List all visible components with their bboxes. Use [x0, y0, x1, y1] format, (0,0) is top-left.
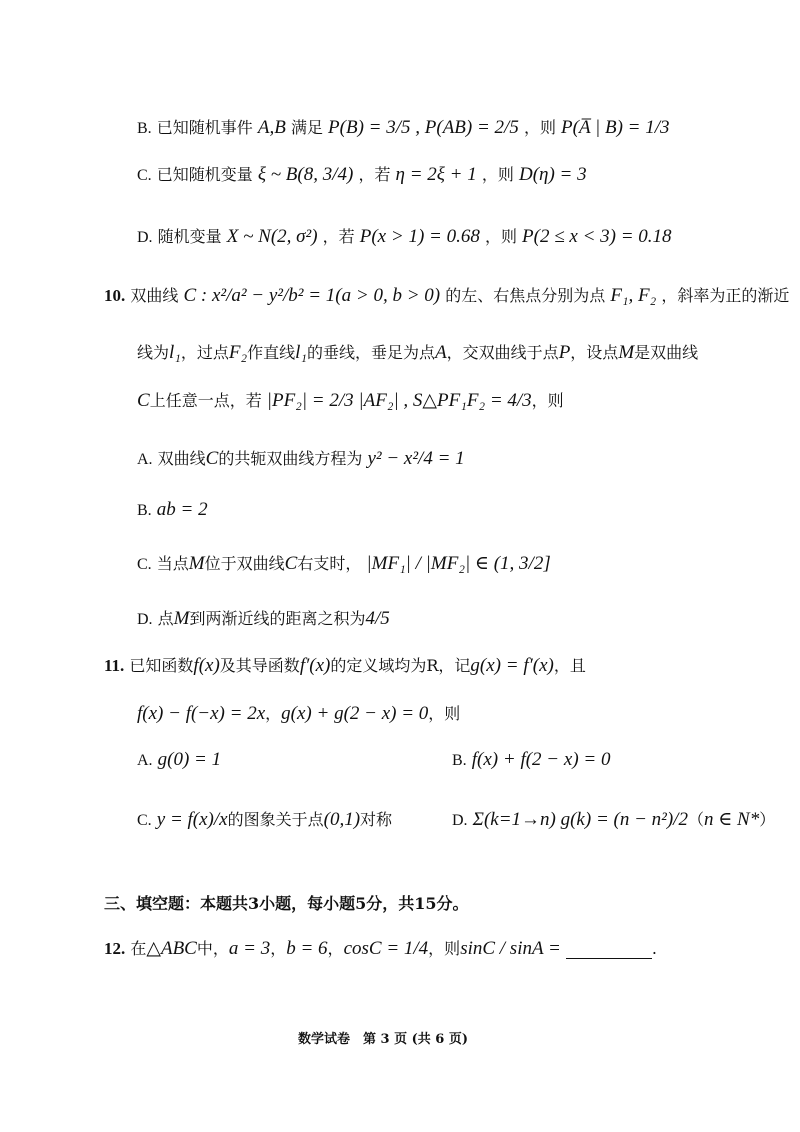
q11-line-2: f(x) − f(−x) = 2x，g(x) + g(2 − x) = 0，则 — [137, 703, 461, 724]
question-number: 11. — [104, 656, 125, 675]
q10-option-b: B. ab = 2 — [137, 499, 208, 520]
q10-option-a: A. 双曲线C的共轭双曲线方程为 y² − x²/4 = 1 — [137, 448, 465, 469]
q12-line: 12. 在△ABC中，a = 3，b = 6，cosC = 1/4，则sinC / sinA = . — [104, 938, 658, 959]
q11-line-1: 11. 已知函数f(x)及其导函数f′(x)的定义域均为R，记g(x) = f′(x)，且 — [104, 655, 586, 676]
q9-option-c: C. 已知随机变量 ξ ~ B(8, 3/4) ，若 η = 2ξ + 1 ，则 D(η) = 3 — [137, 164, 587, 185]
question-number: 10. — [104, 286, 126, 305]
page-footer: 数学试卷 第 3 页 (共 6 页) — [298, 1032, 469, 1047]
q9-option-b: B. 已知随机事件 A,B 满足 P(B) = 3/5 , P(AB) = 2/5 ，则 P(A̅ | B) = 1/3 — [137, 117, 670, 138]
section-title: 三、填空题：本题共3小题，每小题5分，共15分。 — [104, 894, 469, 913]
question-number: 12. — [104, 939, 126, 958]
q9-option-d: D. 随机变量 X ~ N(2, σ²) ，若 P(x > 1) = 0.68 ，则 P(2 ≤ x < 3) = 0.18 — [137, 226, 672, 247]
q10-option-c: C. 当点M位于双曲线C右支时， |MF₁| / |MF₂| ∈ (1, 3/2] — [137, 553, 551, 574]
q11-option-a: A. g(0) = 1 — [137, 749, 222, 770]
q10-line-2: 线为l₁，过点F₂作直线l₁的垂线，垂足为点A，交双曲线于点P，设点M是双曲线 — [137, 342, 699, 363]
q10-line-3: C上任意一点，若 |PF₂| = 2/3 |AF₂| , S△PF₁F₂ = 4/3，则 — [137, 390, 564, 411]
q10-option-d: D. 点M到两渐近线的距离之积为4/5 — [137, 608, 390, 629]
q11-option-c: C. y = f(x)/x的图象关于点(0,1)对称 — [137, 809, 393, 830]
answer-blank[interactable] — [566, 940, 652, 959]
q11-option-d: D. Σ(k=1→n) g(k) = (n − n²)/2（n ∈ N*） — [452, 809, 776, 830]
q10-line-1: 10. 双曲线 C : x²/a² − y²/b² = 1(a > 0, b > 0) 的左、右焦点分别为点 F₁, F₂ ，斜率为正的渐近 — [104, 285, 790, 306]
q11-option-b: B. f(x) + f(2 − x) = 0 — [452, 749, 611, 770]
